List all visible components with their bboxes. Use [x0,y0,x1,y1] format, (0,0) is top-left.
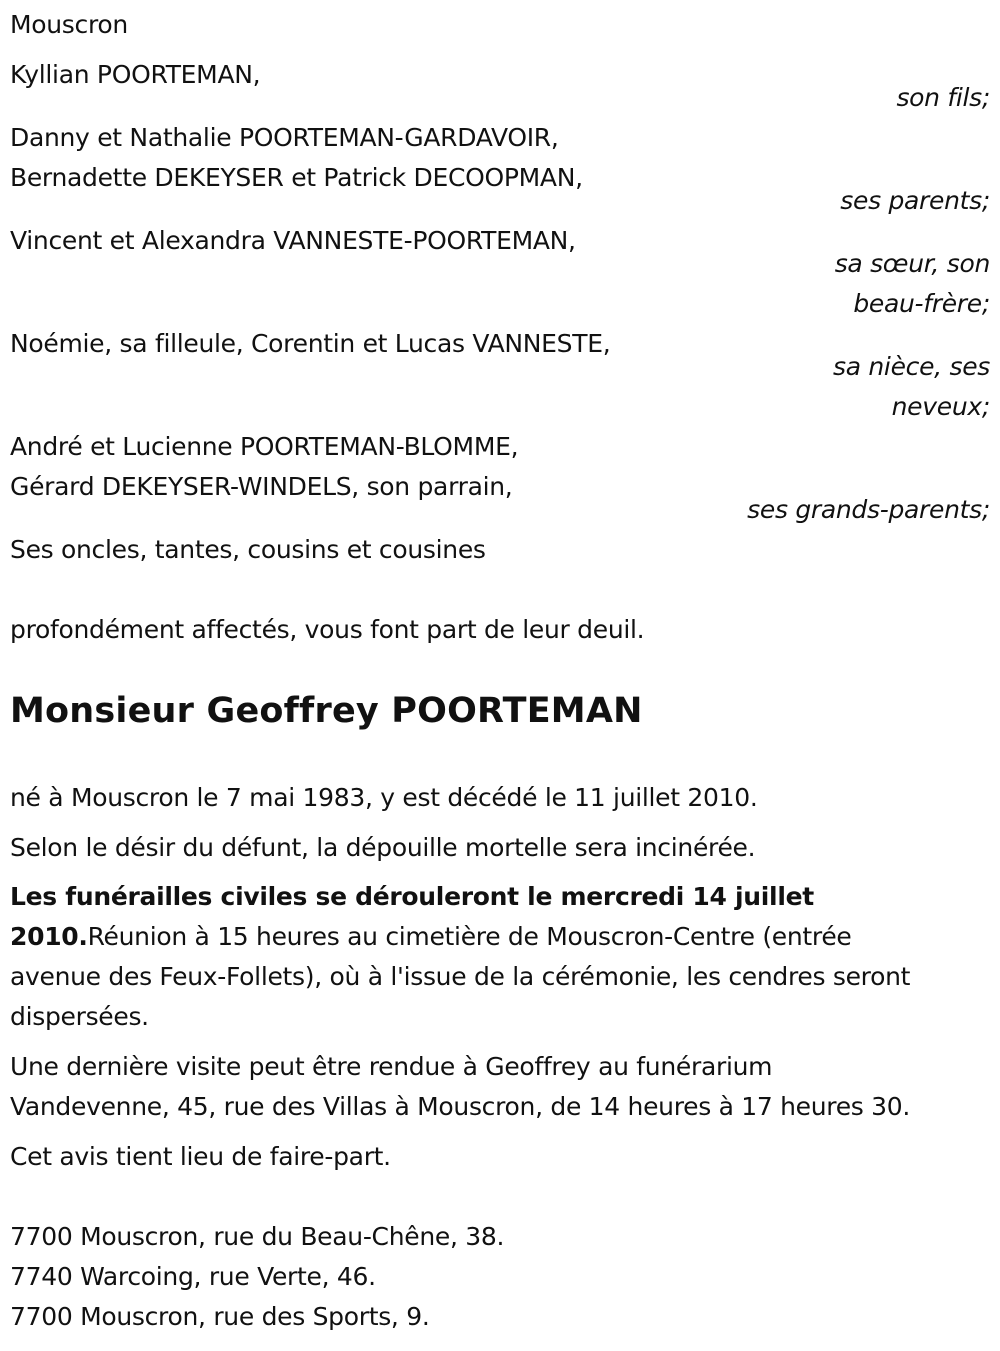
funeral-line: dispersées. [10,1002,149,1031]
family-line: Kyllian POORTEMAN, [10,60,261,89]
address-line: 7700 Mouscron, rue du Beau-Chêne, 38. [10,1222,505,1251]
family-line: Bernadette DEKEYSER et Patrick DECOOPMAN, [10,163,583,192]
family-line: André et Lucienne POORTEMAN-BLOMME, [10,432,519,461]
family-relation: sa nièce, ses [832,352,990,381]
family-line: Danny et Nathalie POORTEMAN-GARDAVOIR, [10,123,559,152]
notice-line: Cet avis tient lieu de faire-part. [10,1142,391,1171]
family-relation: neveux; [891,392,990,421]
deceased-name: Monsieur Geoffrey POORTEMAN [10,691,643,731]
family-relation: beau-frère; [853,289,990,318]
address-line: 7700 Mouscron, rue des Sports, 9. [10,1302,430,1331]
family-relation: son fils; [896,83,990,112]
family-relation: sa sœur, son [834,249,990,278]
funeral-line: avenue des Feux-Follets), où à l'issue de la cérémonie, les cendres seront [10,962,911,991]
visit-line: Une dernière visite peut être rendue à Geoffrey au funérarium [10,1052,773,1081]
family-line: Gérard DEKEYSER-WINDELS, son parrain, [10,472,513,501]
city-header: Mouscron [10,10,128,39]
address-line: 7740 Warcoing, rue Verte, 46. [10,1262,376,1291]
family-line: Noémie, sa filleule, Corentin et Lucas VANNESTE, [10,329,611,358]
family-line: Vincent et Alexandra VANNESTE-POORTEMAN, [10,226,576,255]
funeral-bold-date: 2010. [10,922,88,951]
funeral-bold-line: Les funérailles civiles se dérouleront le mercredi 14 juillet [10,882,814,911]
family-line: Ses oncles, tantes, cousins et cousines [10,535,486,564]
intro-closing: profondément affectés, vous font part de leur deuil. [10,615,645,644]
wish-line: Selon le désir du défunt, la dépouille mortelle sera incinérée. [10,833,756,862]
family-relation: ses grands-parents; [747,495,990,524]
birth-death-line: né à Mouscron le 7 mai 1983, y est décédé le 11 juillet 2010. [10,783,758,812]
funeral-text: Réunion à 15 heures au cimetière de Mouscron-Centre (entrée [87,922,852,951]
family-relation: ses parents; [840,186,990,215]
funeral-line [10,917,852,957]
visit-line: Vandevenne, 45, rue des Villas à Mouscron, de 14 heures à 17 heures 30. [10,1092,911,1121]
